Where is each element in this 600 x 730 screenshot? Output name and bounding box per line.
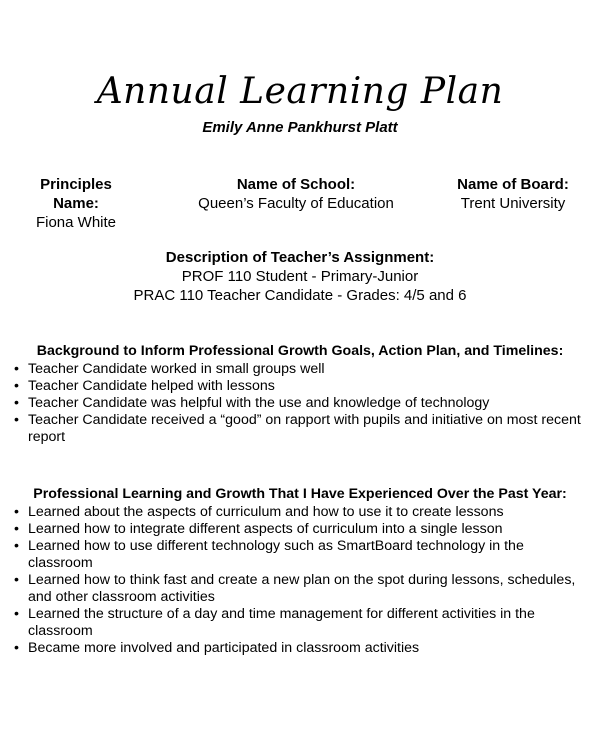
bullet-icon: •: [14, 504, 19, 520]
growth-section: [14, 486, 586, 657]
list-item: [14, 412, 586, 446]
board-value: Trent University: [460, 195, 566, 212]
bullet-icon: •: [14, 361, 19, 377]
author-name: Emily Anne Pankhurst Platt: [202, 119, 398, 136]
bullet-icon: •: [14, 521, 19, 537]
list-item-text: Learned the structure of a day and time management for different activities in the classroom: [28, 606, 535, 639]
list-item: [14, 395, 586, 412]
background-list: [14, 361, 586, 446]
principal-label: Principles Name:: [40, 176, 112, 212]
board-label: Name of Board:: [457, 176, 569, 193]
list-item-text: Learned how to think fast and create a new plan on the spot during lessons, schedules, and other classroom activities: [28, 572, 576, 605]
list-item: [14, 572, 586, 606]
bullet-icon: •: [14, 572, 19, 588]
growth-heading: Professional Learning and Growth That I Have Experienced Over the Past Year:: [33, 486, 567, 502]
bullet-icon: •: [14, 412, 19, 428]
list-item-text: Learned about the aspects of curriculum and how to use it to create lessons: [28, 504, 504, 520]
principal-value: Fiona White: [35, 214, 117, 231]
assignment-line: PROF 110 Student - Primary-Junior: [181, 268, 419, 285]
list-item-text: Teacher Candidate worked in small groups well: [28, 361, 325, 377]
list-item: [14, 606, 586, 640]
list-item-text: Teacher Candidate was helpful with the use and knowledge of technology: [28, 395, 490, 411]
list-item-text: Learned how to integrate different aspects of curriculum into a single lesson: [28, 521, 503, 537]
principal-info: [18, 175, 134, 232]
growth-list: [14, 504, 586, 657]
background-heading: Background to Inform Professional Growth Goals, Action Plan, and Timelines:: [36, 343, 564, 359]
list-item: [14, 538, 586, 572]
board-info: [448, 175, 578, 213]
list-item: [14, 378, 586, 395]
list-item: [14, 504, 586, 521]
assignment-line: PRAC 110 Teacher Candidate - Grades: 4/5 and 6: [133, 287, 467, 304]
school-label: Name of School:: [236, 176, 356, 193]
school-info: [190, 175, 402, 213]
list-item-text: Learned how to use different technology such as SmartBoard technology in the classroom: [28, 538, 524, 571]
list-item: [14, 640, 586, 657]
bullet-icon: •: [14, 395, 19, 411]
info-row: [18, 175, 578, 231]
list-item-text: Teacher Candidate helped with lessons: [28, 378, 275, 394]
list-item-text: Became more involved and participated in classroom activities: [28, 640, 420, 656]
list-item: [14, 521, 586, 538]
background-section: [14, 343, 586, 446]
list-item-text: Teacher Candidate received a “good” on rapport with pupils and initiative on most recent report: [28, 412, 581, 445]
assignment-block: [0, 248, 600, 305]
document-title: Annual Learning Plan: [96, 71, 504, 112]
bullet-icon: •: [14, 640, 19, 656]
bullet-icon: •: [14, 538, 19, 554]
assignment-label: Description of Teacher’s Assignment:: [165, 249, 435, 266]
school-value: Queen’s Faculty of Education: [198, 195, 394, 212]
bullet-icon: •: [14, 606, 19, 622]
bullet-icon: •: [14, 378, 19, 394]
list-item: [14, 361, 586, 378]
